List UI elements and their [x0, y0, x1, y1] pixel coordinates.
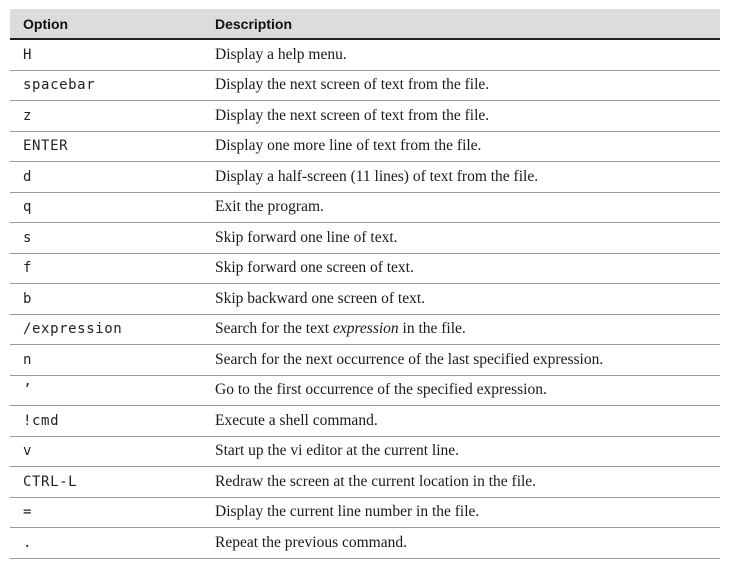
option-cell: =	[23, 504, 33, 521]
table-row	[10, 71, 720, 102]
option-cell: d	[23, 168, 33, 185]
header-description: Description	[215, 15, 293, 32]
table-row	[10, 376, 720, 407]
table-row	[10, 193, 720, 224]
description-cell: Go to the first occurrence of the specified expression.	[215, 381, 547, 399]
description-cell: Display the next screen of text from the file.	[215, 76, 490, 94]
description-cell: Display one more line of text from the file.	[215, 137, 482, 155]
table-row	[10, 345, 720, 376]
option-cell: n	[23, 351, 33, 368]
description-cell: Search for the next occurrence of the last specified expression.	[215, 350, 604, 368]
description-cell: Start up the vi editor at the current line.	[215, 442, 460, 460]
option-cell: H	[23, 46, 33, 63]
table-row	[10, 467, 720, 498]
table-header	[10, 9, 720, 40]
option-cell: .	[23, 534, 33, 551]
description-cell: Display a half-screen (11 lines) of text from the file.	[215, 167, 539, 185]
description-cell: Skip forward one line of text.	[215, 228, 398, 246]
table-row	[10, 406, 720, 437]
table-row	[10, 498, 720, 529]
table-row	[10, 40, 720, 71]
table-row	[10, 101, 720, 132]
description-cell: Display the next screen of text from the file.	[215, 106, 490, 124]
table-row	[10, 132, 720, 163]
description-cell	[202, 320, 720, 338]
description-text: in the file.	[398, 320, 466, 338]
table-row	[10, 315, 720, 346]
description-text: Search for the text	[215, 320, 333, 338]
description-cell: Display the current line number in the file.	[215, 503, 480, 521]
table-row	[10, 528, 720, 559]
description-cell: Skip forward one screen of text.	[215, 259, 414, 277]
table-row	[10, 223, 720, 254]
option-cell: z	[23, 107, 33, 124]
options-table	[10, 9, 720, 559]
table-row	[10, 284, 720, 315]
description-cell: Display a help menu.	[215, 45, 347, 63]
option-cell: !cmd	[23, 412, 60, 429]
option-cell: spacebar	[23, 77, 96, 94]
option-cell: s	[23, 229, 33, 246]
header-option: Option	[23, 15, 69, 32]
description-cell: Skip backward one screen of text.	[215, 289, 426, 307]
option-cell: q	[23, 199, 33, 216]
option-cell: b	[23, 290, 33, 307]
option-cell: v	[23, 443, 33, 460]
description-cell: Redraw the screen at the current location in the file.	[215, 472, 537, 490]
description-cell: Execute a shell command.	[215, 411, 378, 429]
option-cell: f	[23, 260, 33, 277]
option-cell: ENTER	[23, 138, 69, 155]
option-cell: CTRL-L	[23, 473, 78, 490]
description-cell: Repeat the previous command.	[215, 533, 407, 551]
table-row	[10, 162, 720, 193]
table-row	[10, 437, 720, 468]
description-cell: Exit the program.	[215, 198, 324, 216]
description-emphasis: expression	[332, 320, 399, 338]
option-cell: ’	[23, 382, 33, 399]
option-cell: /expression	[23, 321, 123, 338]
table-row	[10, 254, 720, 285]
